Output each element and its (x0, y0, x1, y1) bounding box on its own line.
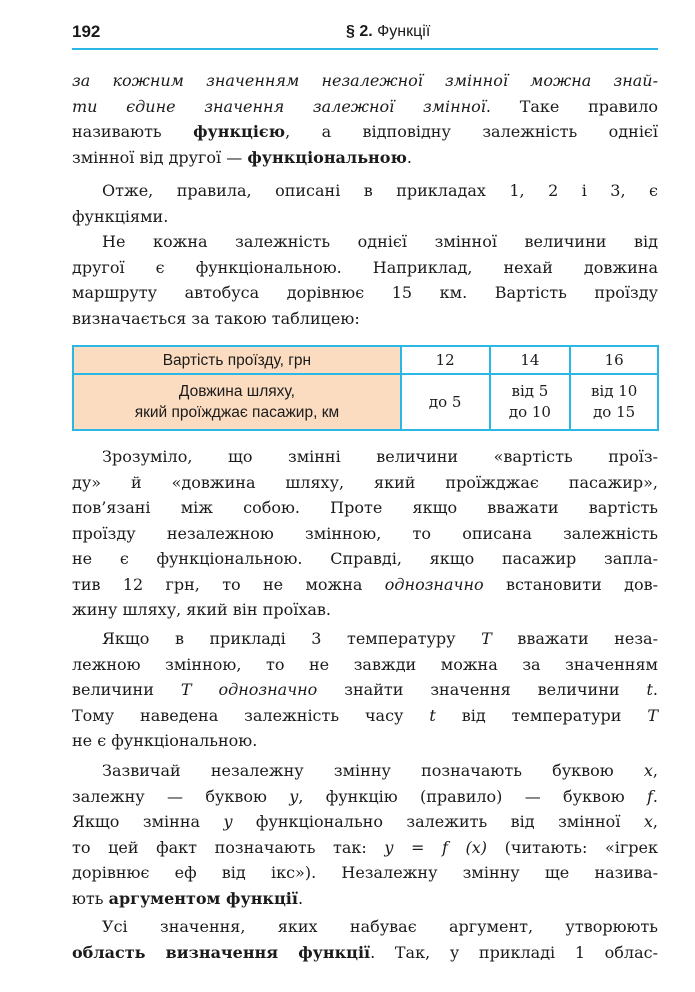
table-row (73, 346, 658, 374)
term-function: функцією (193, 122, 286, 141)
section-header (346, 23, 430, 41)
emphasis-italic: однозначно (384, 574, 484, 594)
paragraph-temperature-example: Якщо в прикладі 3 температуру T вважати неза- лежною змінною, то не завжди можна за значенням величини T однозначно знайти значення величини t. Тому наведена залежність часу t від температури T не є функціональною. (72, 629, 659, 750)
term-domain: область визначення функції (72, 942, 371, 962)
math-variable: t (646, 680, 653, 699)
table-cell: 12 (401, 346, 490, 374)
definition-italic: ти єдине значення залежної змінної (72, 96, 486, 116)
paragraph-not-functional: Зрозуміло, що змінні величини «вартість проїз- ду» й «довжина шляху, який проїжджає пасажир», пов’язані між собою. Проте якщо вважати вартість проїзду незалежною змінною, то описана залежність не є функціональною. Справді, якщо пасажир запла- тив 12 грн, то не можна однозначно встановити дов- жину шляху, який він проїхав. (72, 447, 658, 619)
paragraph-notation: Зазвичай незалежну змінну позначають буквою x, залежну — буквою y, функцію (правило) — буквою f. Якщо змінна y функціонально залежить від змінної x, то цей факт позначають так: y = f (x) (читають: «ігрек дорівнює еф від ікс»). Незалежну змінну ще назива- ють аргументом функції. (72, 761, 658, 908)
definition-italic: за кожним значенням незалежної змінної можна знай- (72, 71, 658, 90)
section-title: Функції (377, 23, 431, 40)
math-variable: T (647, 705, 659, 725)
table-cell: 16 (570, 346, 658, 374)
table-cell: від 5 до 10 (490, 374, 571, 430)
paragraph-domain: Усі значення, яких набуває аргумент, утворюють область визначення функції. Так, у прикладі 1 облас- (72, 917, 658, 962)
table-header-cell: Довжина шляху, який проїжджає пасажир, км (73, 374, 401, 430)
math-variable: y (223, 812, 233, 831)
math-variable: t (429, 705, 436, 725)
section-mark: § 2. (346, 23, 373, 40)
math-variable: x (643, 812, 653, 831)
term-argument: аргументом функції (108, 888, 298, 908)
table-header-cell: Вартість проїзду, грн (73, 346, 401, 374)
table-cell: 14 (490, 346, 571, 374)
math-variable: y (289, 786, 299, 806)
fare-table (72, 345, 659, 431)
table-cell: від 10 до 15 (570, 374, 658, 430)
math-variable: T (481, 629, 492, 648)
math-variable: f (646, 786, 653, 806)
page-number: 192 (72, 22, 101, 41)
paragraph-examples-are-functions: Отже, правила, описані в прикладах 1, 2 і 3, є функціями. (72, 181, 658, 226)
emphasis-italic: T однозначно (180, 680, 318, 699)
table-row (73, 374, 658, 430)
paragraph-bus-example: Не кожна залежність однієї змінної величини від другої є функціональною. Наприклад, нехай довжина маршруту автобуса дорівнює 15 км. Вартість проїзду визначається за такою таблицею: (72, 232, 658, 328)
table-cell: до 5 (401, 374, 490, 430)
term-functional: функціональною (247, 147, 407, 167)
paragraph-function-definition: за кожним значенням незалежної змінної можна знай- ти єдине значення залежної змінної. Таке правило називають функцією, а відповідну залежність однієї змінної від другої — функціональною. (72, 71, 659, 167)
math-variable: x (643, 761, 653, 780)
math-formula: y = f (x) (384, 837, 488, 857)
header-rule (72, 48, 658, 50)
